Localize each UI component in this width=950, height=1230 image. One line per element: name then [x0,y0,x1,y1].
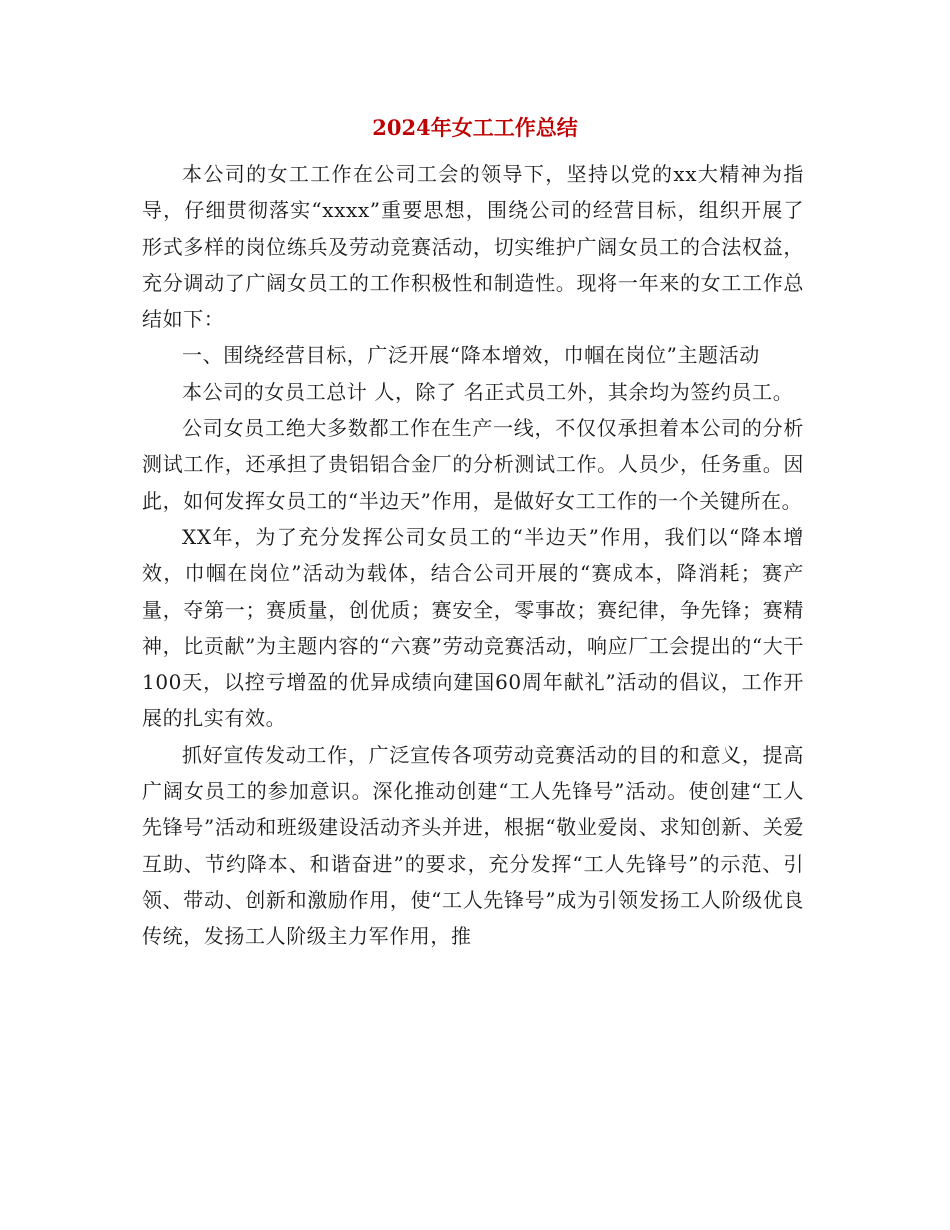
paragraph-intro: 本公司的女工工作在公司工会的领导下，坚持以党的xx大精神为指导，仔细贯彻落实“xxxx”重要思想，围绕公司的经营目标，组织开展了形式多样的岗位练兵及劳动竞赛活动，切实维护广阔女员工的合法权益，充分调动了广阔女员工的工作积极性和制造性。现将一年来的女工工作总结如下： [142,162,804,332]
paragraph-staff-count: 本公司的女员工总计 人，除了 名正式员工外，其余均为签约员工。 [182,379,794,404]
paragraph-campaign: XX年，为了充分发挥公司女员工的“半边天”作用，我们以“降本增效，巾帼在岗位”活动为载体，结合公司开展的“赛成本，降消耗；赛产量，夺第一；赛质量，创优质；赛安全，零事故；赛纪律，争先锋；赛精神，比贡献”为主题内容的“六赛”劳动竞赛活动，响应厂工会提出的“大干100天，以控亏增盈的优异成绩向建国60周年献礼”活动的倡议，工作开展的扎实有效。 [142,524,804,731]
document-title: 2024年女工工作总结 [372,115,578,140]
paragraph-frontline-work: 公司女员工绝大多数都工作在生产一线，不仅仅承担着本公司的分析测试工作，还承担了贵铝铝合金厂的分析测试工作。人员少，任务重。因此，如何发挥女员工的“半边天”作用，是做好女工工作的一个关键所在。 [142,416,804,513]
section-heading-1: 一、围绕经营目标，广泛开展“降本增效，巾帼在岗位”主题活动 [182,343,760,368]
paragraph-publicity: 抓好宣传发动工作，广泛宣传各项劳动竞赛活动的目的和意义，提高广阔女员工的参加意识。深化推动创建“工人先锋号”活动。使创建“工人先锋号”活动和班级建设活动齐头并进，根据“敬业爱岗、求知创新、关爱互助、节约降本、和谐奋进”的要求，充分发挥“工人先锋号”的示范、引领、带动、创新和激励作用，使“工人先锋号”成为引领发扬工人阶级优良传统，发扬工人阶级主力军作用，推 [142,742,804,949]
document-body [142,156,804,955]
